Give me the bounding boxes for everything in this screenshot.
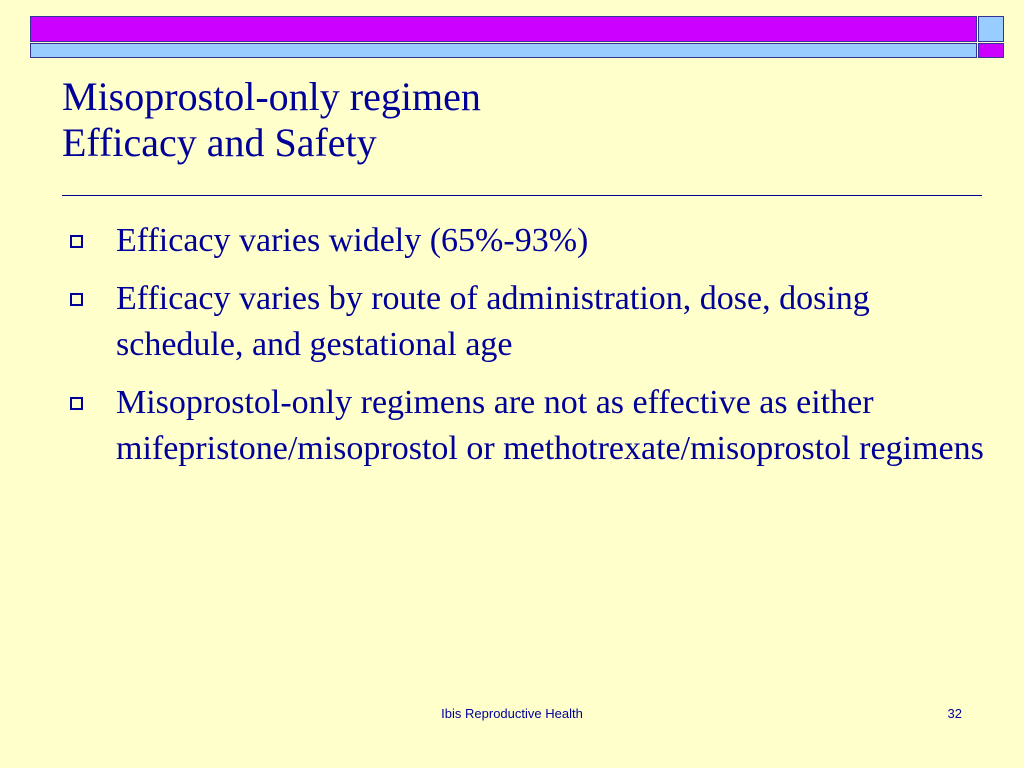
slide-title bbox=[62, 74, 481, 166]
page-number: 32 bbox=[947, 706, 962, 721]
header-square-blue bbox=[978, 16, 1004, 42]
bullet-item bbox=[66, 276, 986, 368]
bullet-item bbox=[66, 380, 986, 472]
bullet-text: Efficacy varies widely (65%-93%) bbox=[116, 222, 589, 259]
header-bar-blue bbox=[30, 43, 977, 58]
bullet-text: Efficacy varies by route of administration, dose, dosing schedule, and gestational age bbox=[116, 280, 870, 363]
footer-organization: Ibis Reproductive Health bbox=[441, 706, 583, 721]
hollow-square-bullet-icon bbox=[70, 235, 83, 248]
hollow-square-bullet-icon bbox=[70, 397, 83, 410]
slide-title-line-2: Efficacy and Safety bbox=[62, 120, 377, 165]
header-square-magenta bbox=[978, 43, 1004, 58]
hollow-square-bullet-icon bbox=[70, 293, 83, 306]
bullet-list bbox=[66, 218, 986, 484]
slide-title-line-1: Misoprostol-only regimen bbox=[62, 74, 481, 119]
header-bar-magenta bbox=[30, 16, 977, 42]
bullet-item bbox=[66, 218, 986, 264]
title-divider bbox=[62, 195, 982, 196]
bullet-text: Misoprostol-only regimens are not as effective as either mifepristone/misoprostol or methotrexate/misoprostol regimens bbox=[116, 384, 984, 467]
